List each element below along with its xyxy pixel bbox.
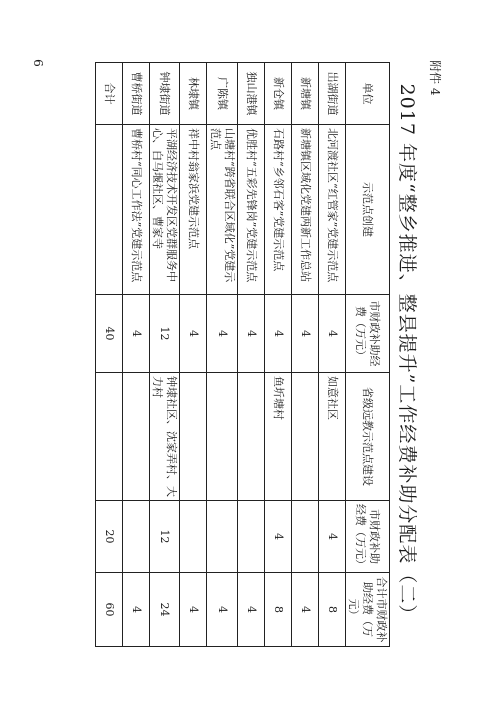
header-total-subsidy: 合计市财政补助经费（万元） — [345, 572, 389, 646]
header-demo-site: 示范点创建 — [345, 124, 389, 294]
table-row — [237, 62, 264, 646]
cell-city-subsidy-1: 40 — [95, 294, 122, 372]
cell-city-subsidy-1: 4 — [318, 294, 345, 372]
attachment-label: 附件 4 — [428, 59, 442, 95]
cell-remote-education-site — [207, 372, 238, 500]
table-row — [264, 62, 291, 646]
cell-total-subsidy: 4 — [291, 572, 318, 646]
cell-demo-site: 石路村“乡邻石客”党建示范点 — [264, 124, 291, 294]
cell-total-subsidy: 4 — [180, 572, 207, 646]
cell-remote-education-site: 如意社区 — [318, 372, 345, 500]
cell-remote-education-site — [122, 372, 149, 500]
cell-city-subsidy-1: 4 — [180, 294, 207, 372]
header-city-subsidy-1: 市财政补助经费（万元） — [345, 294, 389, 372]
cell-city-subsidy-2 — [180, 500, 207, 572]
cell-demo-site: 新塘镇区域化党建两新工作总站 — [291, 124, 318, 294]
cell-total-subsidy: 8 — [318, 572, 345, 646]
rotated-document — [50, 54, 450, 654]
cell-city-subsidy-2 — [291, 500, 318, 572]
cell-city-subsidy-2: 4 — [264, 500, 291, 572]
table-row — [207, 62, 238, 646]
cell-city-subsidy-2 — [237, 500, 264, 572]
cell-city-subsidy-1: 4 — [291, 294, 318, 372]
cell-unit: 合计 — [95, 62, 122, 124]
table-row — [122, 62, 149, 646]
cell-demo-site: 平湖经济技术开发区党群服务中心、白马堰社区、曹家寺 — [149, 124, 180, 294]
cell-total-subsidy: 4 — [122, 572, 149, 646]
cell-total-subsidy: 8 — [264, 572, 291, 646]
cell-remote-education-site — [237, 372, 264, 500]
cell-unit: 钟埭街道 — [149, 62, 180, 124]
cell-demo-site: 山塘村“跨省联合区域化”党建示范点 — [207, 124, 238, 294]
cell-unit: 新仓镇 — [264, 62, 291, 124]
header-unit: 单位 — [345, 62, 389, 124]
cell-city-subsidy-1: 4 — [264, 294, 291, 372]
cell-unit: 岀湖街道 — [318, 62, 345, 124]
cell-total-subsidy: 4 — [237, 572, 264, 646]
cell-remote-education-site — [180, 372, 207, 500]
page-number: 6 — [30, 59, 45, 67]
cell-city-subsidy-1: 12 — [149, 294, 180, 372]
cell-unit: 新塘镇 — [291, 62, 318, 124]
cell-city-subsidy-2: 4 — [318, 500, 345, 572]
cell-city-subsidy-2: 20 — [95, 500, 122, 572]
table-header-row — [345, 62, 389, 646]
cell-remote-education-site — [291, 372, 318, 500]
cell-total-subsidy: 4 — [207, 572, 238, 646]
cell-demo-site: 优胜村“五彩先锋岗”党建示范点 — [237, 124, 264, 294]
cell-unit: 曹桥街道 — [122, 62, 149, 124]
cell-unit: 广陈镇 — [207, 62, 238, 124]
funding-table — [95, 62, 390, 647]
cell-city-subsidy-2 — [122, 500, 149, 572]
cell-demo-site — [95, 124, 122, 294]
cell-remote-education-site: 鱼圻塘村 — [264, 372, 291, 500]
cell-city-subsidy-1: 4 — [237, 294, 264, 372]
header-city-subsidy-2: 市财政补助经费（万元） — [345, 500, 389, 572]
cell-remote-education-site: 钟埭社区、沈家弄村、大力村 — [149, 372, 180, 500]
cell-demo-site: 曹桥村“同心工作法”党建示范点 — [122, 124, 149, 294]
cell-unit: 独山港镇 — [237, 62, 264, 124]
document-title: 2017 年度“整乡推进、整县提升”工作经费补助分配表（二） — [396, 83, 418, 624]
header-remote-education-site: 省级远教示范点建设 — [345, 372, 389, 500]
cell-total-subsidy: 24 — [149, 572, 180, 646]
table-row — [318, 62, 345, 646]
cell-city-subsidy-1: 4 — [207, 294, 238, 372]
table-row — [291, 62, 318, 646]
cell-city-subsidy-2 — [207, 500, 238, 572]
table-row — [95, 62, 122, 646]
cell-total-subsidy: 60 — [95, 572, 122, 646]
cell-demo-site: 祥中村翁家浜党建示范点 — [180, 124, 207, 294]
cell-city-subsidy-1: 4 — [122, 294, 149, 372]
table-row — [180, 62, 207, 646]
cell-city-subsidy-2: 12 — [149, 500, 180, 572]
cell-demo-site: 北河渡社区“红管家”党建示范点 — [318, 124, 345, 294]
cell-remote-education-site — [95, 372, 122, 500]
table-row — [149, 62, 180, 646]
cell-unit: 林埭镇 — [180, 62, 207, 124]
